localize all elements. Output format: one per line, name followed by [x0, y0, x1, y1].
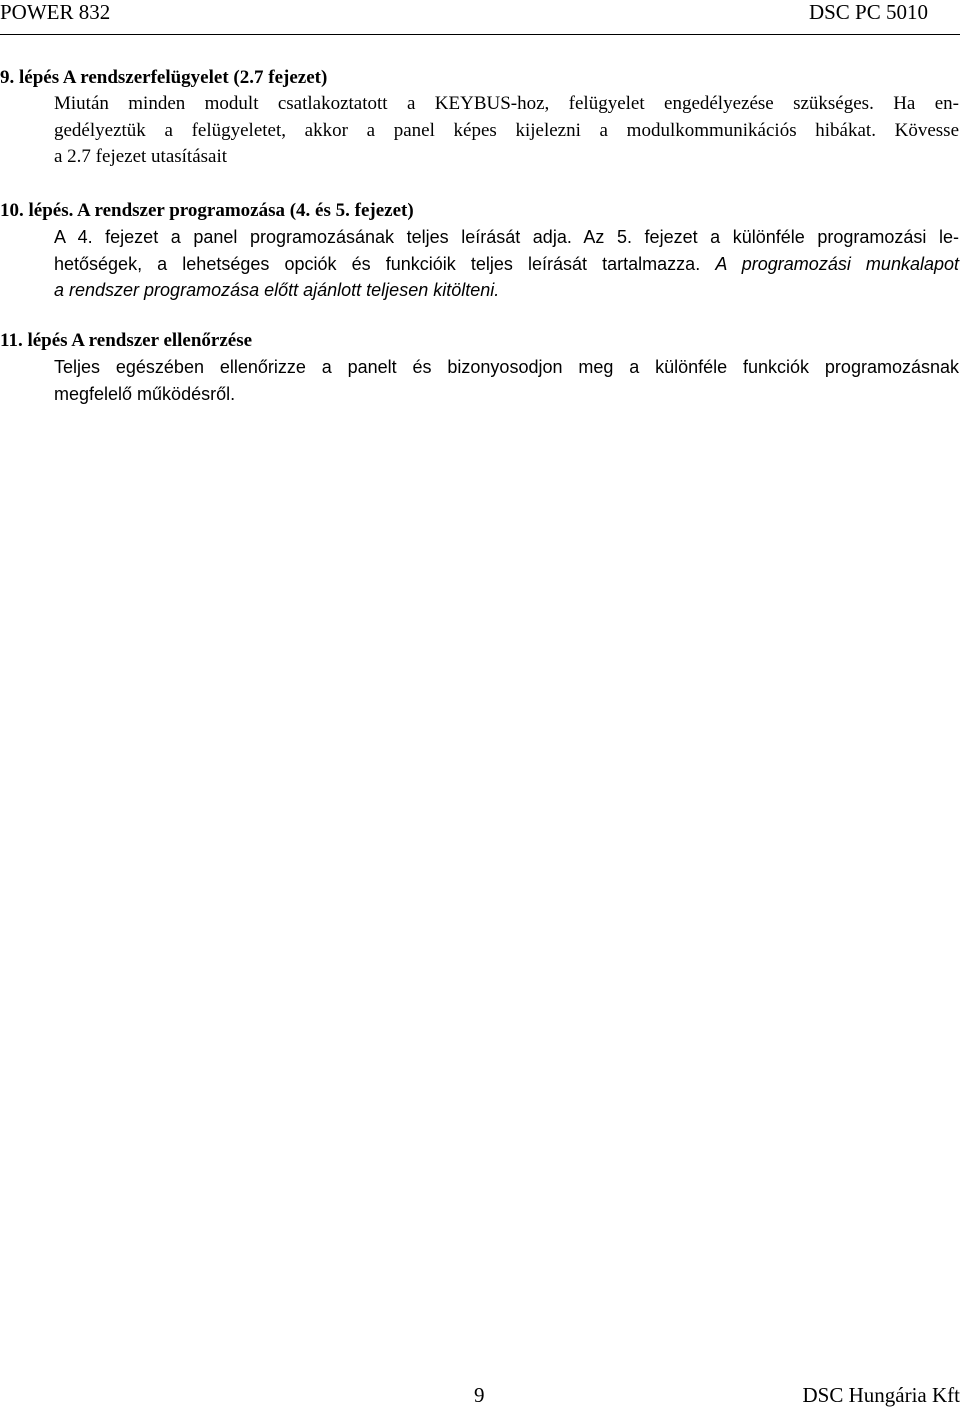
- section-body: [0, 91, 959, 171]
- section-step-9: [0, 65, 960, 171]
- section-body: [0, 224, 959, 304]
- body-line: Miután minden modult csatlakoztatott a KEYBUS-hoz, felügyelet engedélyezése szükséges. Ha en-: [54, 93, 959, 114]
- section-heading: 9. lépés A rendszerfelügyelet (2.7 fejezet): [0, 67, 328, 88]
- body-line: gedélyeztük a felügyeletet, akkor a panel képes kijelezni a modulkommunikációs hibákat. Kövesse: [54, 119, 959, 141]
- body-line: a 2.7 fejezet utasításait: [54, 146, 228, 167]
- body-line: megfelelő működésről.: [54, 383, 236, 404]
- section-step-10: [0, 198, 960, 304]
- body-line-text: hetőségek, a lehetséges opciók és funkcióik teljes leírását tartalmazza.: [54, 253, 701, 274]
- body-line: [54, 251, 959, 278]
- page-header-right: DSC PC 5010: [808, 0, 928, 24]
- section-heading: 10. lépés. A rendszer programozása (4. és 5. fejezet): [0, 200, 414, 221]
- footer-company: DSC Hungária Kft: [802, 1383, 960, 1407]
- section-step-11: [0, 328, 960, 407]
- page-header-left: POWER 832: [0, 0, 111, 24]
- section-body: [0, 354, 959, 407]
- page-number: 9: [474, 1383, 485, 1407]
- section-heading: 11. lépés A rendszer ellenőrzése: [0, 330, 253, 351]
- header-rule: [0, 34, 960, 35]
- body-line: A 4. fejezet a panel programozásának teljes leírását adja. Az 5. fejezet a különféle programozási le-: [54, 227, 959, 247]
- italic-note: A programozási munkalapot: [715, 253, 959, 274]
- body-line: Teljes egészében ellenőrizze a panelt és bizonyosodjon meg a különféle funkciók programozásnak: [54, 357, 959, 377]
- body-line: a rendszer programozása előtt ajánlott teljesen kitölteni.: [54, 280, 500, 300]
